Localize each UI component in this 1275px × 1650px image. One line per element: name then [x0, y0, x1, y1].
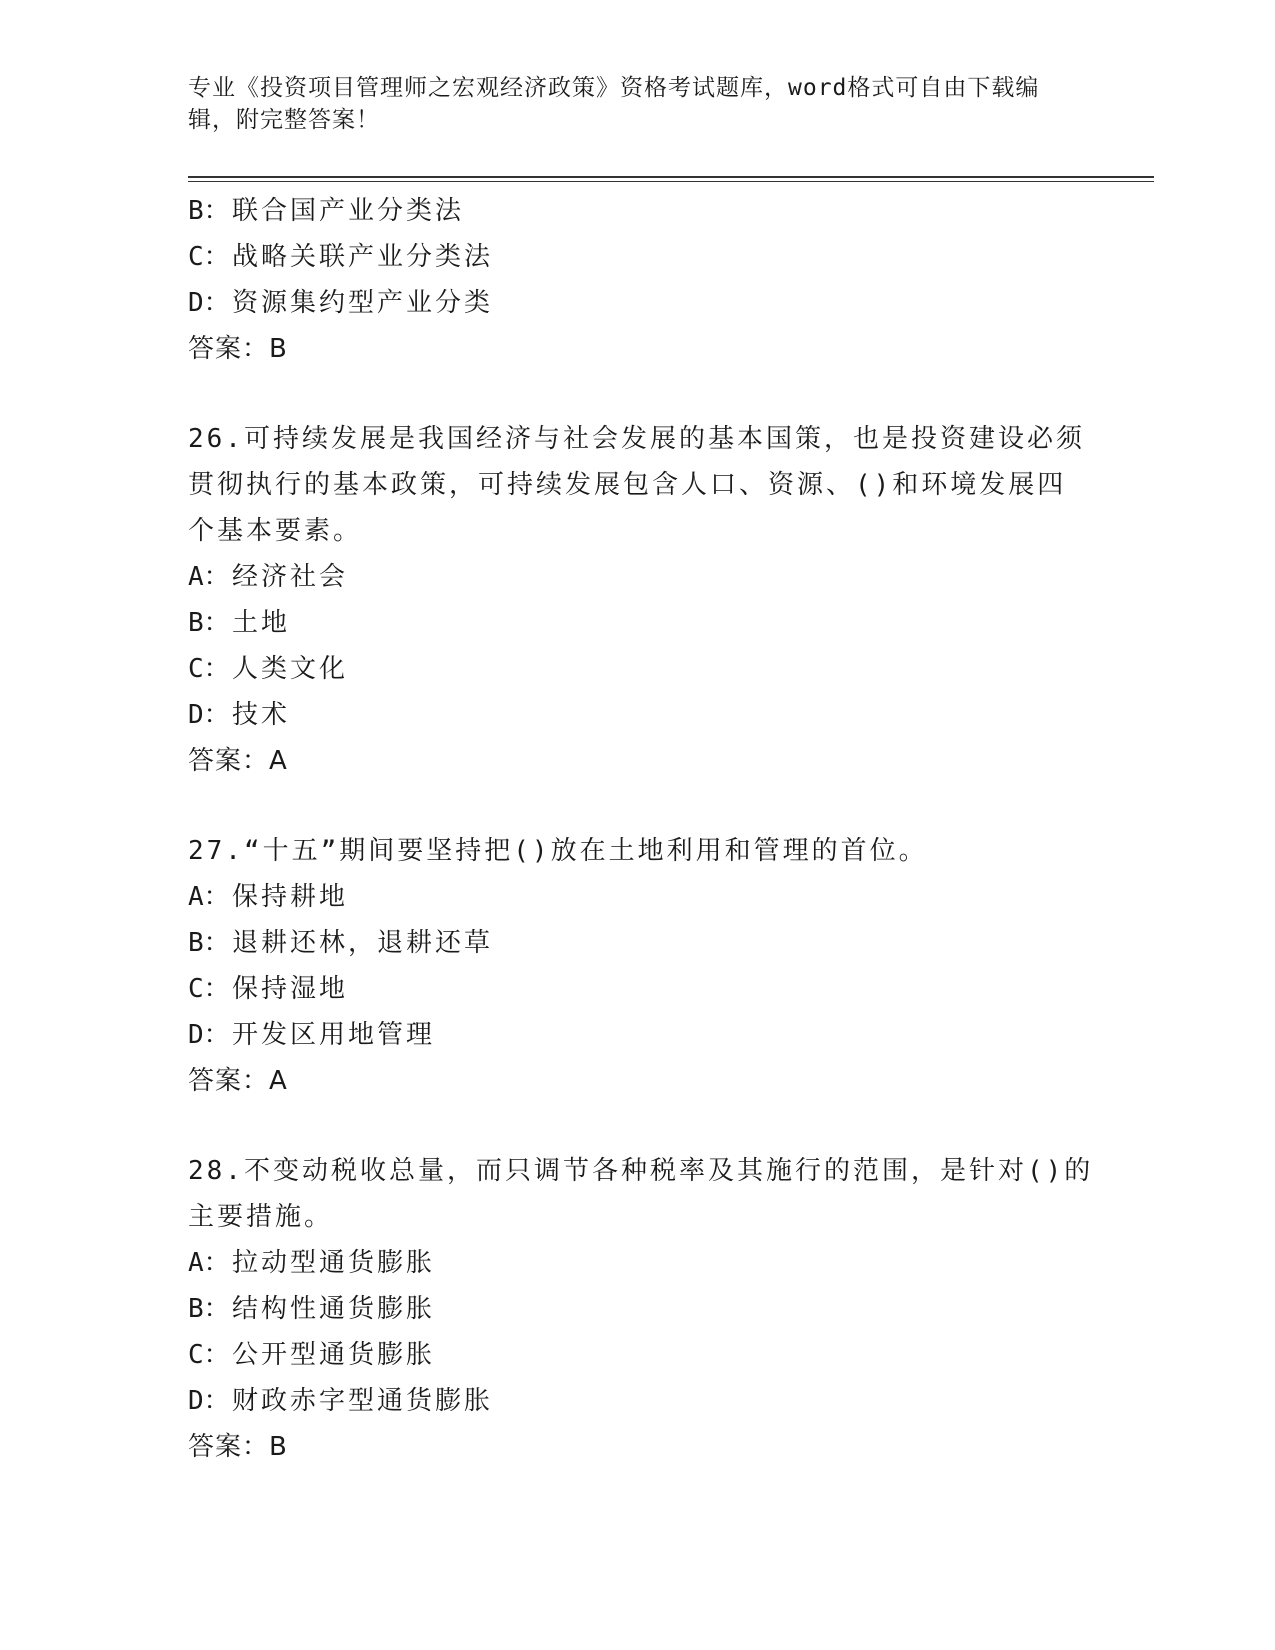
option-text: 公开型通货膨胀	[232, 1340, 436, 1370]
question-list	[188, 188, 1094, 1470]
option-line	[188, 554, 1088, 600]
question-stem-line: 28.不变动税收总量，而只调节各种税率及其施行的范围，是针对()的	[188, 1156, 1094, 1186]
option-line	[188, 1378, 1088, 1424]
option-letter: D：	[188, 288, 230, 318]
option-line	[188, 188, 1088, 234]
option-line	[188, 646, 1088, 692]
answer-line: 答案：A	[188, 1066, 288, 1096]
option-letter: C：	[188, 1340, 230, 1370]
option-letter: C：	[188, 974, 230, 1004]
option-letter: B：	[188, 928, 230, 958]
option-text: 技术	[232, 700, 291, 730]
option-text: 结构性通货膨胀	[232, 1294, 436, 1324]
option-text: 财政赤字型通货膨胀	[232, 1386, 494, 1416]
option-line	[188, 920, 1088, 966]
question-block	[188, 828, 1088, 1104]
header-divider	[188, 176, 1154, 178]
option-line	[188, 280, 1088, 326]
option-line	[188, 600, 1088, 646]
option-text: 保持湿地	[232, 974, 349, 1004]
answer-line: 答案：A	[188, 746, 288, 776]
question-stem-line: 27.“十五”期间要坚持把()放在土地利用和管理的首位。	[188, 836, 928, 866]
intro-line: 辑，附完整答案！	[188, 107, 380, 133]
option-letter: C：	[188, 242, 230, 272]
document-intro	[188, 72, 1088, 136]
option-text: 联合国产业分类法	[232, 196, 465, 226]
option-letter: A：	[188, 1248, 230, 1278]
option-letter: A：	[188, 562, 230, 592]
option-line	[188, 1012, 1088, 1058]
question-block	[188, 416, 1088, 784]
question-stem-line: 26.可持续发展是我国经济与社会发展的基本国策，也是投资建设必须	[188, 424, 1085, 454]
question-stem-line: 贯彻执行的基本政策，可持续发展包含人口、资源、()和环境发展四	[188, 470, 1067, 500]
option-letter: D：	[188, 1020, 230, 1050]
option-letter: B：	[188, 608, 230, 638]
question-block	[188, 188, 1088, 372]
option-line	[188, 234, 1088, 280]
option-text: 保持耕地	[232, 882, 349, 912]
question-stem-line: 主要措施。	[188, 1202, 334, 1232]
option-line	[188, 1240, 1088, 1286]
option-text: 战略关联产业分类法	[232, 242, 494, 272]
option-line	[188, 966, 1088, 1012]
option-line	[188, 1332, 1088, 1378]
answer-line: 答案：B	[188, 1432, 288, 1462]
option-line	[188, 692, 1088, 738]
answer-line: 答案：B	[188, 334, 288, 364]
option-text: 退耕还林，退耕还草	[232, 928, 494, 958]
option-text: 拉动型通货膨胀	[232, 1248, 436, 1278]
option-text: 人类文化	[232, 654, 349, 684]
option-text: 资源集约型产业分类	[232, 288, 494, 318]
option-letter: D：	[188, 700, 230, 730]
option-letter: B：	[188, 1294, 230, 1324]
option-letter: C：	[188, 654, 230, 684]
question-stem-line: 个基本要素。	[188, 516, 363, 546]
option-text: 开发区用地管理	[232, 1020, 436, 1050]
question-block	[188, 1148, 1094, 1470]
header-divider	[188, 181, 1154, 182]
option-line	[188, 1286, 1088, 1332]
option-text: 经济社会	[232, 562, 349, 592]
option-letter: D：	[188, 1386, 230, 1416]
option-letter: B：	[188, 196, 230, 226]
option-letter: A：	[188, 882, 230, 912]
intro-line: 专业《投资项目管理师之宏观经济政策》资格考试题库，word格式可自由下载编	[188, 75, 1040, 101]
option-line	[188, 874, 1088, 920]
option-text: 土地	[232, 608, 291, 638]
